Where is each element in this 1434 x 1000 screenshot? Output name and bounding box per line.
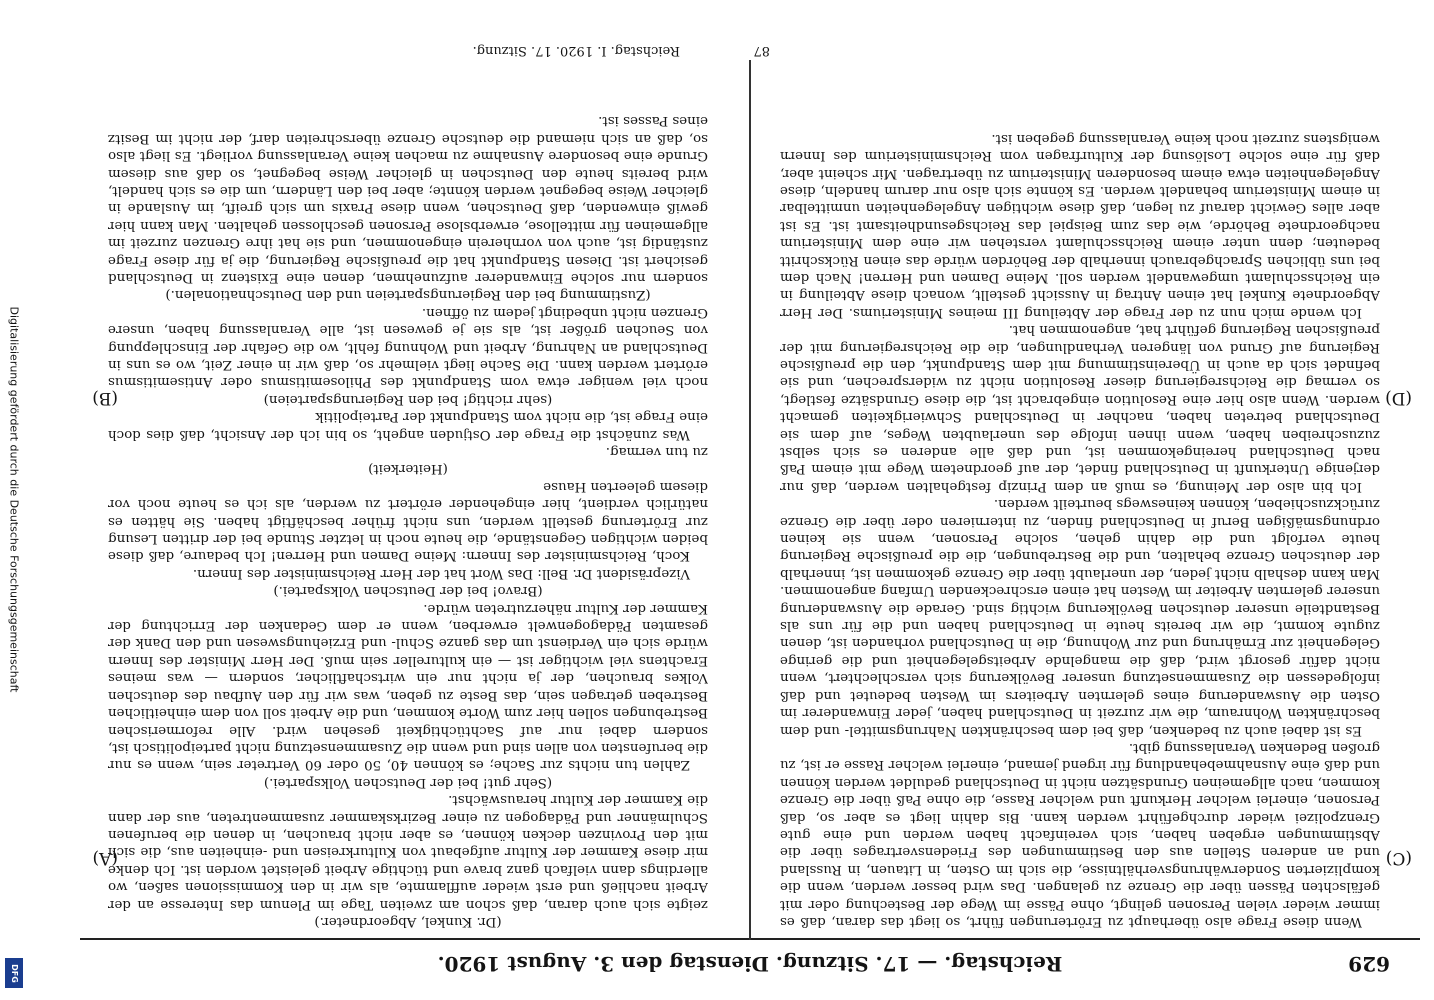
paragraph: zeigte sich auch daran, daß schon am zweiten Tage im Plenum das Interesse an der Arbeit nachließ und erst wieder aufflammte, als wir in den Kommissionen saßen, wo allerdings dann vielfach ganz brave und tüchtige Arbeit geleistet worden ist. Ich denke mir diese Kammer der Kultur aufgebaut von Kulturkreisen und -einheiten aus, die sich mit den Provinzen decken können, es aber nicht brauchen, in denen die berufenen Schulmänner und Pädagogen zu einer Bezirkskammer zusammentreten, aus der dann die Kammer der Kultur herauswächst.: [108, 792, 708, 912]
page-number: 629: [1348, 952, 1390, 976]
text-column-left: [780, 50, 1380, 930]
paragraph: Es ist dabei auch zu bedenken, daß bei dem beschränkten Nahrungsmittel- und dem beschränkten Wohnraum, die wir zurzeit in Deutschland haben, jeder Einwanderer im Osten die Auswanderung eines gelernten Arbeiters im Westen bedeutet und daß infolgedessen die Zusammensetzung unserer Bevölkerung sich verschlechtert, wenn nicht dafür gesorgt wird, daß die mangelnde Arbeitsgelegenheit und die geringe Gelegenheit zur Ernährung und zur Wohnung, die in Deutschland vorhanden ist, denen zugute kommt, die wir bereits heute in Deutschland haben und die für uns als Bestandteile unserer deutschen Bevölkerung wichtig sind. Gerade die Auswanderung unserer gelernten Arbeiter im Westen hat einen erschreckenden Umfang angenommen. Man kann deshalb nicht jeden, der unerlaubt über die Grenze gekommen ist, innerhalb der deutschen Grenze behalten, und die Bestrebungen, die die preußische Regierung heute verfolgt und die dahin gehen, solche Personen, wenn sie keinen ordnungsmäßigen Beruf in Deutschland finden, zu internieren oder über die Grenze zurückzuschieben, können keineswegs beurteilt werden.: [780, 496, 1380, 738]
running-title: Reichstag. — 17. Sitzung. Dienstag den 3. August 1920.: [437, 952, 1063, 976]
paragraph: Was zunächst die Frage der Ostjuden angeht, so bin ich der Ansicht, daß dies doch eine Frage ist, die nicht vom Standpunkt der Parteipolitik: [108, 409, 708, 442]
sidebar: [0, 0, 28, 1000]
paragraph: noch viel weniger etwa vom Standpunkt des Philosemitismus oder Antisemitismus erörtert werden kann. Die Sache liegt vielmehr so, daß wir in einer Zeit, wo es uns in Deutschland an Nahrung, Arbeit und Wohnung fehlt, wo die Gefahr der Einschleppung von Seuchen größer ist, als sie je gewesen ist, alle Veranlassung haben, unsere Grenzen nicht unbedingt jedem zu öffnen.: [108, 304, 708, 390]
chair-line: Vizepräsident Dr. Bell: Das Wort hat der Herr Reichsminister des Innern.: [192, 565, 690, 581]
paragraph: sondern nur solche Einwanderer aufzunehmen, denen eine Existenz in Deutschland gesichert ist. Diesen Standpunkt hat die preußische Regierung, die ja für diese Frage zuständig ist, auch von vornherein eingenommen, und sie hat ihre Grenzen zurzeit im allgemeinen für mittellose, erwerbslose Personen geschlossen gehalten. Man kann hier gewiß einwenden, daß Deutschen, wenn diese Praxis um sich greift, im Auslande in gleicher Weise begegnet werden könnte; aber bei den Ländern, um die es sich handelt, wird bereits heute den Deutschen in gleicher Weise begegnet, so daß aus diesem Grunde eine besondere Ausnahme zu machen keine Veranlassung vorliegt. Es liegt also so, daß an sich niemand die deutsche Grenze überschreiten darf, der nicht im Besitz eines Passes ist.: [108, 113, 708, 285]
reaction: (Zustimmung bei den Regierungsparteien und den Deutschnationalen.): [165, 287, 651, 303]
paragraph: Zahlen tun nichts zur Sache; es können 40, 50 oder 60 Vertreter sein, wenn es nur die berufensten von allen sind und wenn die Zusammensetzung nicht parteipolitisch ist, sondern dabei nur auf Sachtüchtigkeit gesehen wird. Alle reformerischen Bestrebungen sollen hier zum Worte kommen, und die Arbeit soll von dem einheitlichen Bestreben getragen sein, das Beste zu geben, was wir für den Aufbau des deutschen Volkes brauchen, der ja nicht nur ein wirtschaftlicher, sondern — was meines Erachtens viel wichtiger ist — ein kultureller sein muß. Der Herr Minister des Innern würde sich ein Verdienst um das ganze Schul- und Erziehungswesen und den Dank der gesamten Pädagogenwelt erwerben, wenn er dem Gedanken der Errichtung der Kammer der Kultur näherzutreten würde.: [108, 600, 708, 773]
digitization-credit: Digitalisierung gefördert durch die Deutsche Forschungsgemeinschaft: [7, 306, 21, 693]
paragraph: Koch, Reichsminister des Innern: Meine Damen und Herren! Ich bedaure, daß diese beiden wichtigen Gegenstände, die heute noch in letzter Stunde bei der dritten Lesung zur Erörterung gestellt werden, uns nicht früher beschäftigt haben. Sie hätten es natürlich verdient, hier eingehender erörtert zu werden, als ich es heute noch vor diesem geleerten Hause: [108, 478, 708, 564]
reaction: (Heiterkeit): [368, 461, 448, 477]
dfg-logo-icon: DFG: [5, 958, 23, 988]
paragraph: Ich bin also der Meinung, es muß an dem Prinzip festgehalten werden, daß nur derjenige Unterkunft in Deutschland findet, der auf geordnetem Wege mit einem Paß nach Deutschland hereingekommen ist, und daß alle anderen es sich selbst zuzuschreiben haben, wenn ihnen infolge des unerlaubten Weges, auf dem sie Deutschland betreten haben, nachher in Deutschland Schwierigkeiten gemacht werden. Wenn also hier eine Resolution eingebracht ist, die diese Grundsätze festlegt, so vermag die Reichsregierung dieser Resolution nicht zu widersprechen, und sie befindet sich da auch in Übereinstimmung mit dem Standpunkt, den die preußische Regierung auf Grund von längeren Verhandlungen, die die Reichsregierung mit der preußischen Regierung geführt hat, angenommen hat.: [780, 322, 1380, 494]
signature-mark: 87: [753, 43, 770, 58]
margin-marker-c: (C): [1385, 848, 1412, 868]
scanned-page: [80, 28, 1420, 988]
paragraph: Ich wende mich nun zu der Frage der Abteilung III meines Ministeriums. Der Herr Abgeordnete Kunkel hat einen Antrag in Aussicht gestellt, wonach diese Abteilung in ein Reichsschulamt umgewandelt werden soll. Meine Damen und Herren! Nach dem bei uns üblichen Sprachgebrauch innerhalb der Behörden würde das einen Rückschritt bedeuten; denn unter einem Reichsschulamt verstehen wir eine dem Ministerium nachgeordnete Behörde, wie das zum Beispiel das Reichsgesundheitsamt ist. Es ist aber alles Gewicht darauf zu legen, daß diese wichtigen Angelegenheiten unmittelbar in einem Ministerium behandelt werden. Es könnte sich also nur darum handeln, diese Angelegenheiten etwa einem besonderen Ministerium zu übertragen. Mir scheint aber, daß für eine solche Loslösung der Kulturfragen vom Reichsministerium des Innern wenigstens zurzeit noch keine Veranlassung gegeben ist.: [780, 130, 1380, 320]
page-header: [80, 938, 1420, 988]
reaction: (Bravo! bei der Deutschen Volkspartei.): [273, 583, 543, 599]
footer-note: Reichstag. I. 1920. 17. Sitzung.: [472, 43, 680, 58]
column-divider: [749, 60, 751, 940]
text-column-right: [108, 50, 708, 930]
reaction: (Sehr gut! bei der Deutschen Volkspartei.): [263, 774, 553, 790]
paragraph: Wenn diese Frage also überhaupt zu Erörterungen führt, so liegt das daran, daß es immer wieder vielen Personen gelingt, ohne Pässe im Wege der Bestechung oder mit gefälschten Pässen über die Grenze zu gelangen. Das wird besser werden, wenn die komplizierten Sonderwährungsverhältnisse, die sich im Osten, in Litauen, in Russland und an anderen Stellen aus den Bestimmungen des Friedensvertrages über die Abstimmungen ergeben haben, sich vereinfacht haben werden und eine gute Grenzpolizei wieder durchgeführt werden kann. Bis dahin liegt es aber so, daß Personen, einerlei welcher Herkunft und welcher Rasse, die ohne Paß über die Grenze kommen, nach allgemeinen Grundsätzen nicht in Deutschland geduldet werden können und daß eine Ausnahmebehandlung für irgend jemand, einerlei welcher Rasse er ist, zu großen Bedenken Veranlassung gibt.: [780, 739, 1380, 929]
speaker-line: (Dr. Kunkel, Abgeordneter.): [314, 914, 502, 929]
paragraph: zu tun vermag.: [605, 444, 708, 460]
reaction: (sehr richtig! bei den Regierungsparteien): [263, 391, 553, 407]
margin-marker-a: (A): [92, 848, 118, 868]
margin-marker-d: (D): [1385, 388, 1412, 408]
margin-marker-b: (B): [92, 388, 118, 408]
